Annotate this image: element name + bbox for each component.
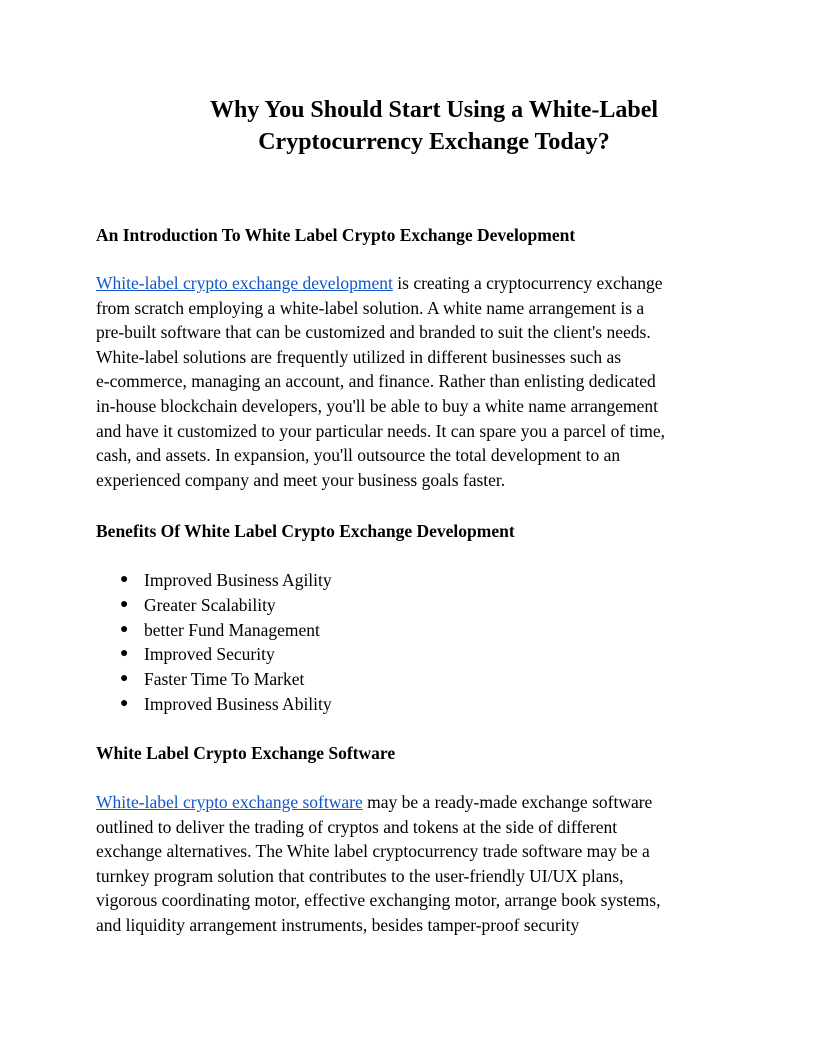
benefits-list [96,568,332,717]
software-line-2: outlined to deliver the trading of cryptos and tokens at the side of different [96,816,618,837]
intro-line-8: cash, and assets. In expansion, you'll outsource the total development to an [96,445,621,466]
list-item-label: better Fund Management [144,619,320,640]
software-paragraph [96,790,736,938]
intro-line-4: White-label solutions are frequently utilized in different businesses such as [96,346,622,367]
list-item [96,568,332,593]
intro-heading: An Introduction To White Label Crypto Exchange Development [96,225,576,245]
software-line-1 [96,790,736,815]
list-item-label: Improved Business Agility [144,570,332,590]
intro-line-3: pre-built software that can be customized and branded to suit the client's needs. [96,322,651,343]
list-item [96,667,332,692]
bullet-icon: ● [120,695,129,711]
title-line-1: Why You Should Start Using a White-Label [209,97,659,123]
bullet-icon: ● [120,596,129,612]
list-item [96,618,332,643]
page-title [96,94,772,158]
intro-line-1 [96,271,736,296]
bullet-icon: ● [120,572,129,587]
intro-paragraph [96,271,736,492]
intro-line-7: and have it customized to your particular needs. It can spare you a parcel of time, [96,420,666,441]
bullet-icon: ● [120,621,129,637]
software-heading: White Label Crypto Exchange Software [96,743,396,763]
bullet-icon: ● [120,646,129,662]
software-line-4: turnkey program solution that contributes to the user-friendly UI/UX plans, [96,865,624,886]
intro-line-9: experienced company and meet your business goals faster. [96,469,506,490]
software-line-5: vigorous coordinating motor, effective exchanging motor, arrange book systems, [96,890,661,911]
software-line-6: and liquidity arrangement instruments, besides tamper-proof security [96,914,580,935]
benefits-heading: Benefits Of White Label Crypto Exchange Development [96,521,515,541]
intro-line-6: in-house blockchain developers, you'll be able to buy a white name arrangement [96,395,658,416]
list-item [96,642,332,667]
list-item [96,593,332,618]
list-item-label: Improved Business Ability [144,693,332,714]
title-line-2: Cryptocurrency Exchange Today? [258,129,610,155]
list-item [96,692,332,717]
intro-line-5: e-commerce, managing an account, and finance. Rather than enlisting dedicated [96,371,656,392]
intro-line-1-text: is creating a cryptocurrency exchange [392,273,663,293]
list-item-label: Improved Security [144,644,275,665]
software-link[interactable]: White-label crypto exchange software [96,792,363,812]
bullet-icon: ● [120,671,129,687]
list-item-label: Greater Scalability [144,594,276,615]
list-item-label: Faster Time To Market [144,669,305,690]
intro-line-2: from scratch employing a white-label solution. A white name arrangement is a [96,297,645,318]
software-line-1-text: may be a ready-made exchange software [362,792,653,812]
software-line-3: exchange alternatives. The White label cryptocurrency trade software may be a [96,841,650,862]
intro-link[interactable]: White-label crypto exchange development [96,273,393,293]
